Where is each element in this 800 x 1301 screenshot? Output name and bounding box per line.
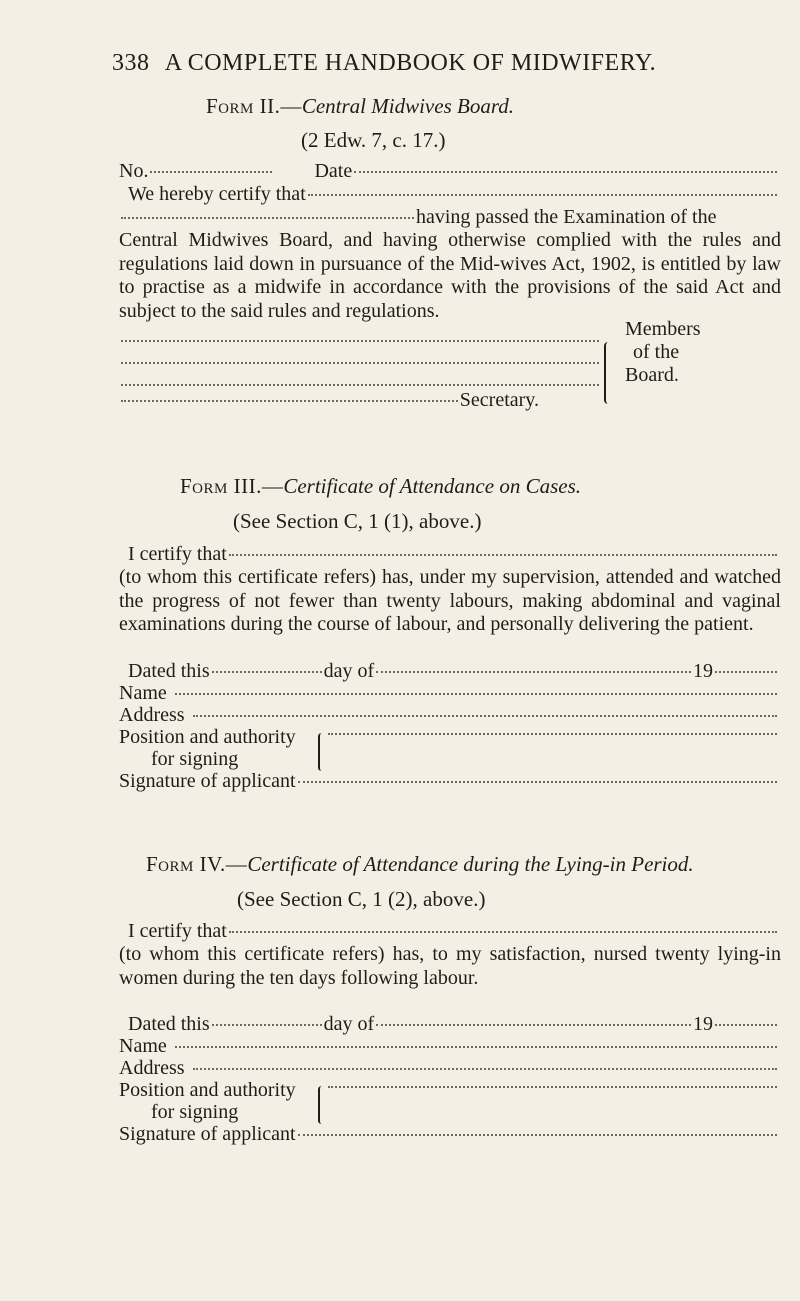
address-blank[interactable] — [193, 715, 777, 717]
year-blank[interactable] — [715, 671, 777, 673]
form4-position-row — [326, 1090, 779, 1092]
name-blank[interactable] — [175, 1046, 777, 1048]
members-label-3: Board. — [625, 364, 679, 386]
position-label-1: Position and authority — [119, 1079, 296, 1101]
dated-label: Dated this — [128, 1013, 210, 1035]
form3-address-row — [119, 704, 779, 727]
year-blank[interactable] — [715, 1024, 777, 1026]
form2-title — [206, 94, 514, 119]
no-label: No. — [119, 160, 149, 182]
form3-dated-row — [128, 660, 779, 683]
day-of-label: day of — [323, 660, 375, 682]
dated-label: Dated this — [128, 660, 210, 682]
form4-certify-row — [128, 920, 779, 943]
signature-label: Signature of applicant — [119, 1123, 296, 1145]
form2-label: Form II.— — [206, 94, 302, 118]
address-label: Address — [119, 1057, 185, 1079]
form3-name-row — [119, 682, 779, 705]
certify-blank[interactable] — [229, 931, 777, 933]
member-blank-3[interactable] — [121, 384, 599, 386]
member-blank-1[interactable] — [121, 340, 599, 342]
position-blank[interactable] — [328, 733, 777, 735]
form2-body-text: Central Midwives Board, and having otherwise complied with the rules and regulations laid down in pursuance of the Mid-wives Act, 1902, is entitled by law to practise as a midwife in accordance with the provisions of the said Act and subject to the said rules and regulations. — [119, 229, 781, 322]
form4-name: Certificate of Attendance during the Lying-in Period. — [247, 852, 694, 876]
position-brace — [318, 1086, 325, 1124]
form3-position-row — [326, 737, 779, 739]
signature-label: Signature of applicant — [119, 770, 296, 792]
no-blank[interactable] — [150, 171, 272, 173]
name-blank[interactable] — [121, 217, 414, 219]
month-blank[interactable] — [376, 1024, 691, 1026]
year-label: 19 — [693, 1013, 713, 1035]
form2-certify-row — [128, 183, 779, 206]
form4-body-text: (to whom this certificate refers) has, to my satisfaction, nursed twenty lying-in women during the ten days following labour. — [119, 943, 781, 989]
form2-body — [119, 229, 781, 323]
name-label: Name — [119, 1035, 167, 1057]
form4-title — [146, 852, 694, 877]
form3-certify-row — [128, 543, 779, 566]
form4-dated-row — [128, 1013, 779, 1036]
day-blank[interactable] — [212, 671, 322, 673]
form4-subtitle: (See Section C, 1 (2), above.) — [237, 887, 486, 911]
running-title: A COMPLETE HANDBOOK OF MIDWIFERY. — [164, 50, 657, 76]
name-blank[interactable] — [175, 693, 777, 695]
members-label-1: Members — [625, 318, 701, 340]
date-blank[interactable] — [354, 171, 777, 173]
position-blank[interactable] — [328, 1086, 777, 1088]
form2-having-row — [119, 206, 781, 229]
date-label: Date — [314, 160, 353, 182]
year-label: 19 — [693, 660, 713, 682]
address-label: Address — [119, 704, 185, 726]
form2-subtitle: (2 Edw. 7, c. 17.) — [301, 128, 446, 152]
page-number: 338 — [112, 50, 150, 76]
form3-name: Certificate of Attendance on Cases. — [283, 474, 581, 498]
position-label-2: for signing — [151, 1101, 239, 1123]
form4-body — [119, 943, 781, 990]
address-blank[interactable] — [193, 1068, 777, 1070]
day-of-label: day of — [323, 1013, 375, 1035]
day-blank[interactable] — [212, 1024, 322, 1026]
form4-label: Form IV.— — [146, 852, 248, 876]
members-label-2: of the — [633, 341, 680, 363]
certify-blank[interactable] — [308, 194, 777, 196]
form3-body-text: (to whom this certificate refers) has, under my supervision, attended and watched the progress of not fewer than twenty labours, making abdominal and vaginal examinations during the course of labour, and personally delivering the patient. — [119, 566, 781, 635]
having-text: having passed the Examination of the — [416, 206, 717, 228]
certify-label: I certify that — [128, 920, 227, 942]
running-header — [112, 50, 656, 77]
secretary-row — [119, 389, 539, 412]
form3-signature-row — [119, 770, 779, 793]
name-label: Name — [119, 682, 167, 704]
form3-label: Form III.— — [180, 474, 284, 498]
secretary-blank[interactable] — [121, 400, 458, 402]
month-blank[interactable] — [376, 671, 691, 673]
secretary-label: Secretary. — [459, 389, 539, 411]
member-line-1 — [119, 344, 601, 346]
form4-signature-row — [119, 1123, 779, 1146]
member-line-2 — [119, 366, 601, 368]
form4-name-row — [119, 1035, 779, 1058]
position-label-2: for signing — [151, 748, 239, 770]
certify-blank[interactable] — [229, 554, 777, 556]
signature-blank[interactable] — [298, 781, 777, 783]
certify-label: I certify that — [128, 543, 227, 565]
form3-body — [119, 566, 781, 637]
signature-blank[interactable] — [298, 1134, 777, 1136]
certify-label: We hereby certify that — [128, 183, 306, 205]
position-label-1: Position and authority — [119, 726, 296, 748]
members-brace — [604, 342, 612, 404]
form3-title — [180, 474, 581, 499]
member-blank-2[interactable] — [121, 362, 599, 364]
form2-no-date-row — [119, 160, 779, 183]
form2-name: Central Midwives Board. — [301, 94, 514, 118]
form4-address-row — [119, 1057, 779, 1080]
position-brace — [318, 733, 325, 771]
form3-subtitle: (See Section C, 1 (1), above.) — [233, 509, 482, 533]
